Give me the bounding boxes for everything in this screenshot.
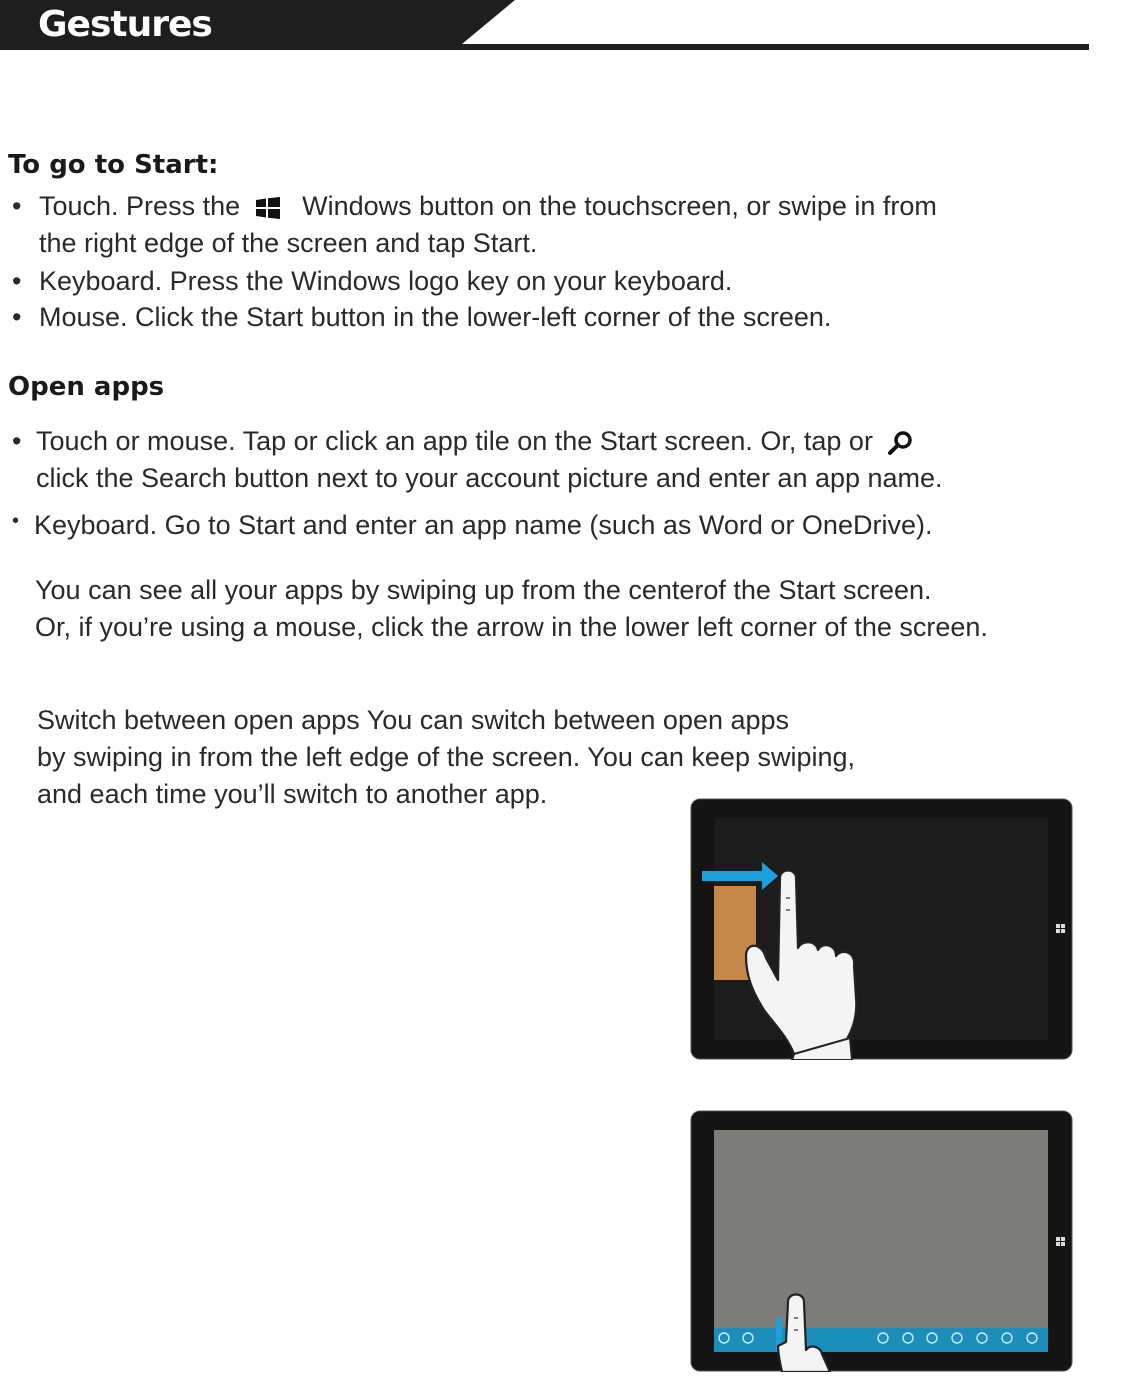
start-mouse-text: Mouse. Click the Start button in the lower-left corner of the screen. xyxy=(39,302,832,332)
start-touch-text-1: Touch. Press the xyxy=(39,191,241,221)
start-keyboard-item xyxy=(12,263,732,300)
start-touch-text-2: Windows button on the touchscreen, or swipe in from xyxy=(302,191,937,221)
switch-apps-line-1: Switch between open apps You can switch between open apps xyxy=(37,705,790,735)
start-touch-text-3: the right edge of the screen and tap Start. xyxy=(39,228,538,258)
start-keyboard-text: Keyboard. Press the Windows logo key on your keyboard. xyxy=(39,266,733,296)
start-mouse-item xyxy=(12,299,831,336)
windows-logo-icon xyxy=(256,197,280,219)
bullet: • xyxy=(12,302,22,332)
all-apps-paragraph xyxy=(35,572,988,646)
apps-touch-text-1: Touch or mouse. Tap or click an app tile on the Start screen. Or, tap or xyxy=(36,426,873,456)
bullet: • xyxy=(12,510,20,532)
page-title: Gestures xyxy=(38,4,212,45)
bullet: • xyxy=(12,426,22,456)
apps-touch-item xyxy=(12,423,1112,497)
apps-keyboard-item xyxy=(12,507,932,544)
apps-keyboard-text: Keyboard. Go to Start and enter an app name (such as Word or OneDrive). xyxy=(34,510,933,540)
switch-apps-line-3: and each time you’ll switch to another app. xyxy=(37,779,548,809)
start-touch-item xyxy=(12,188,1112,262)
tablet-swipe-left-illustration xyxy=(690,798,1073,1060)
app-bar xyxy=(714,1328,1048,1352)
all-apps-line-1: You can see all your apps by swiping up from the centerof the Start screen. xyxy=(35,575,932,605)
switch-apps-paragraph xyxy=(37,702,855,813)
search-icon xyxy=(887,430,913,456)
apps-heading: Open apps xyxy=(8,372,165,402)
tablet-swipe-up-illustration xyxy=(690,1110,1073,1372)
bullet: • xyxy=(12,266,22,296)
apps-touch-text-2: click the Search button next to your account picture and enter an app name. xyxy=(36,463,943,493)
switch-apps-line-2: by swiping in from the left edge of the screen. You can keep swiping, xyxy=(37,742,856,772)
start-screen xyxy=(714,1130,1048,1352)
all-apps-line-2: Or, if you’re using a mouse, click the arrow in the lower left corner of the screen. xyxy=(35,612,988,642)
start-heading: To go to Start: xyxy=(8,150,219,180)
bullet: • xyxy=(12,191,22,221)
